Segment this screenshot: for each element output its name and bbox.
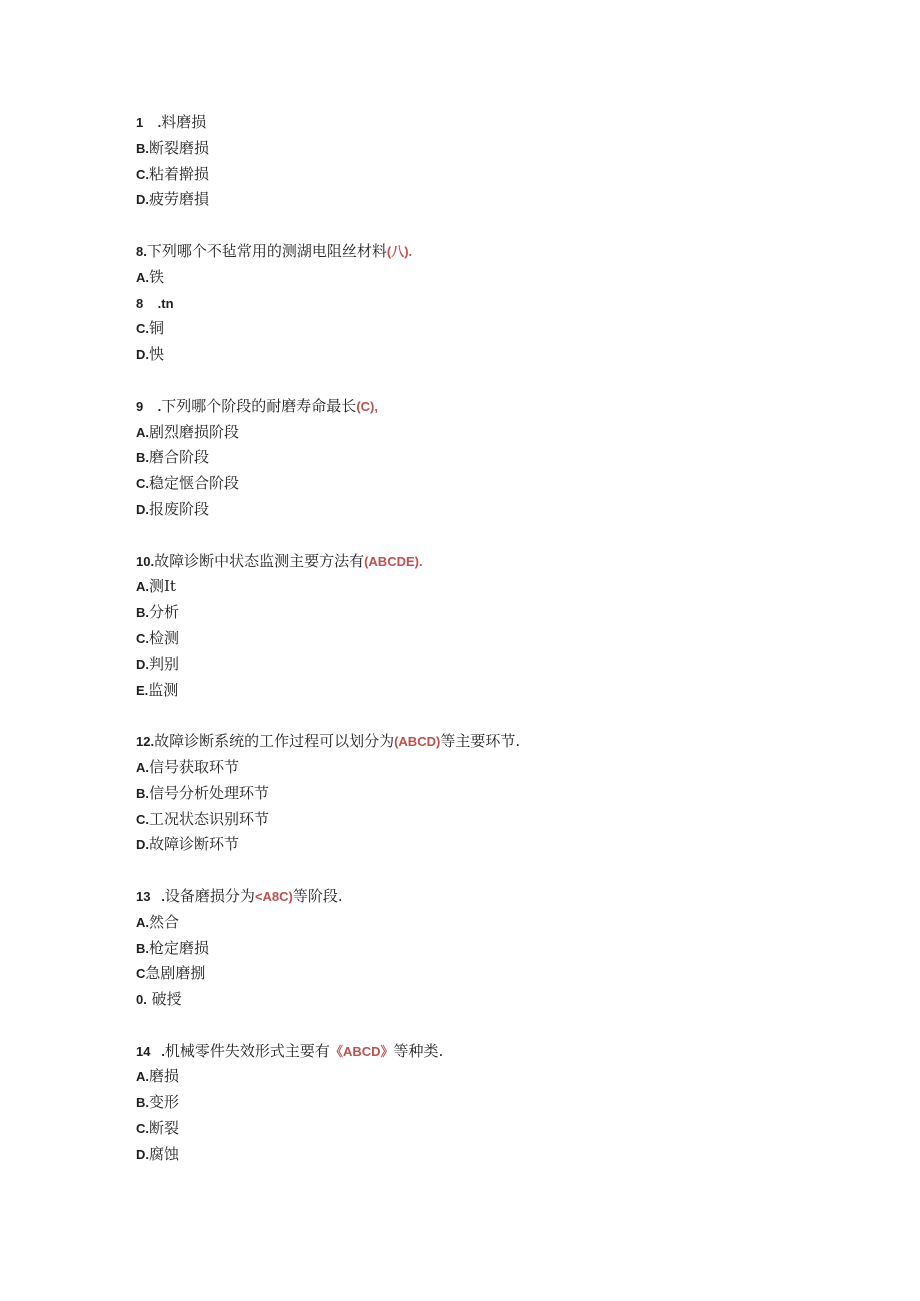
option-line — [136, 291, 836, 317]
question-number: 13 . — [136, 888, 165, 904]
option-prefix: A. — [136, 1069, 149, 1085]
option-prefix: C. — [136, 811, 149, 827]
option-line — [136, 832, 836, 858]
question-stem — [136, 549, 836, 575]
option-prefix: C. — [136, 630, 149, 646]
question-block-1 — [136, 110, 836, 213]
option-prefix: E. — [136, 682, 149, 698]
answer-key: (ABCD) — [394, 734, 441, 750]
option-prefix: C. — [136, 321, 149, 337]
option-prefix: B. — [136, 785, 149, 801]
option-text: 磨合阶段 — [149, 448, 210, 467]
option-text: 破授 — [146, 990, 182, 1009]
option-line — [136, 471, 836, 497]
option-prefix: B. — [136, 940, 149, 956]
option-prefix: D. — [136, 837, 149, 853]
question-block-13 — [136, 884, 836, 1013]
option-prefix: A. — [136, 759, 149, 775]
option-prefix: B. — [136, 450, 149, 466]
question-text: 下列哪个不毡常用的测湖电阻丝材料 — [146, 241, 387, 260]
option-text: 急剧磨捌 — [145, 964, 206, 983]
option-line — [136, 445, 836, 471]
question-number: 8. — [136, 243, 147, 259]
option-prefix: 0. — [136, 992, 147, 1008]
option-prefix: C. — [136, 166, 149, 182]
option-text: 粘着擀损 — [149, 164, 210, 183]
option-line — [136, 265, 836, 291]
question-text: 下列哪个阶段的耐磨寿命最长 — [161, 396, 357, 415]
question-stem — [136, 394, 836, 420]
option-text: 断裂磨损 — [149, 138, 210, 157]
option-text: 分析 — [149, 603, 180, 622]
spacer — [136, 213, 836, 239]
option-text: 怏 — [149, 345, 165, 364]
option-text: 信号分析处理环节 — [149, 783, 270, 802]
option-text: 疲劳磨損 — [149, 190, 210, 209]
option-text: 稳定惬合阶段 — [149, 474, 240, 493]
option-text: 报废阶段 — [149, 499, 210, 518]
option-text: 测It — [149, 577, 176, 596]
answer-key: (ABCDE). — [364, 553, 423, 569]
option-line — [136, 755, 836, 781]
answer-key: (C), — [356, 398, 378, 414]
option-text: 检测 — [149, 628, 180, 647]
option-line — [136, 652, 836, 678]
question-number: 10. — [136, 553, 155, 569]
option-line — [136, 162, 836, 188]
spacer — [136, 858, 836, 884]
option-line — [136, 316, 836, 342]
option-text: 监测 — [148, 680, 179, 699]
option-line — [136, 574, 836, 600]
spacer — [136, 703, 836, 729]
option-text: 铁 — [149, 267, 165, 286]
question-number: 9 . — [136, 398, 162, 414]
option-line — [136, 1142, 836, 1168]
option-line — [136, 1064, 836, 1090]
option-line — [136, 807, 836, 833]
option-line — [136, 342, 836, 368]
question-number: 12. — [136, 734, 155, 750]
question-text-after: 等主要环节. — [440, 732, 521, 751]
answer-key: <A8C) — [254, 888, 293, 904]
option-line — [136, 961, 836, 987]
option-prefix: B. — [136, 605, 149, 621]
question-block-8 — [136, 239, 836, 368]
question-stem — [136, 1039, 836, 1065]
option-line — [136, 136, 836, 162]
option-prefix: D. — [136, 347, 149, 363]
option-prefix: D. — [136, 192, 149, 208]
question-text: 机械零件失效形式主要有 — [164, 1041, 330, 1060]
option-text: 变形 — [149, 1093, 180, 1112]
option-prefix: 8 .tn — [136, 295, 174, 311]
answer-key: 《ABCD》 — [329, 1043, 394, 1059]
option-prefix: 1 . — [136, 115, 162, 130]
option-prefix: D. — [136, 1146, 149, 1162]
option-text: 磨损 — [149, 1067, 180, 1086]
question-text: 设备磨损分为 — [164, 886, 255, 905]
option-prefix: B. — [136, 140, 149, 156]
spacer — [136, 523, 836, 549]
question-text: 故障诊断中状态监测主要方法有 — [154, 551, 365, 570]
option-prefix: A. — [136, 579, 149, 595]
question-number: 14 . — [136, 1043, 165, 1059]
spacer — [136, 368, 836, 394]
option-text: 断裂 — [149, 1119, 180, 1138]
option-text: 工况状态识别环节 — [149, 809, 270, 828]
option-line — [136, 187, 836, 213]
option-prefix: A. — [136, 269, 149, 285]
option-text: 然合 — [149, 912, 180, 931]
option-line — [136, 1116, 836, 1142]
option-prefix: A. — [136, 424, 149, 440]
option-text: 腐蚀 — [149, 1144, 180, 1163]
option-prefix: B. — [136, 1095, 149, 1111]
option-prefix: A. — [136, 914, 149, 930]
question-block-9 — [136, 394, 836, 523]
option-text: 铜 — [149, 319, 165, 338]
question-block-12 — [136, 729, 836, 858]
option-prefix: C. — [136, 476, 149, 492]
question-stem — [136, 884, 836, 910]
option-text: 料磨损 — [161, 113, 207, 131]
option-line — [136, 497, 836, 523]
option-text: 判别 — [149, 654, 180, 673]
option-line — [136, 678, 836, 704]
document-page — [136, 110, 836, 1168]
option-text: 故障诊断环节 — [149, 835, 240, 854]
option-line — [136, 910, 836, 936]
option-prefix: C — [136, 966, 146, 982]
option-text: 信号获取环节 — [149, 757, 240, 776]
option-line — [136, 600, 836, 626]
option-line — [136, 420, 836, 446]
spacer — [136, 1013, 836, 1039]
option-prefix: C. — [136, 1121, 149, 1137]
question-stem — [136, 239, 836, 265]
option-prefix: D. — [136, 501, 149, 517]
question-text-after: 等阶段. — [292, 886, 343, 905]
option-text: 剧烈磨损阶段 — [149, 422, 240, 441]
answer-key: (八). — [386, 243, 413, 259]
question-text-after: 等种类. — [393, 1041, 444, 1060]
option-line — [136, 1090, 836, 1116]
option-prefix: D. — [136, 656, 149, 672]
option-line — [136, 987, 836, 1013]
option-text: 枪定磨损 — [149, 938, 210, 957]
option-line — [136, 626, 836, 652]
question-text: 故障诊断系统的工作过程可以划分为 — [154, 732, 395, 751]
question-block-10 — [136, 549, 836, 704]
question-block-14 — [136, 1039, 836, 1168]
option-line — [136, 936, 836, 962]
option-line — [136, 781, 836, 807]
option-line — [136, 110, 836, 136]
question-stem — [136, 729, 836, 755]
